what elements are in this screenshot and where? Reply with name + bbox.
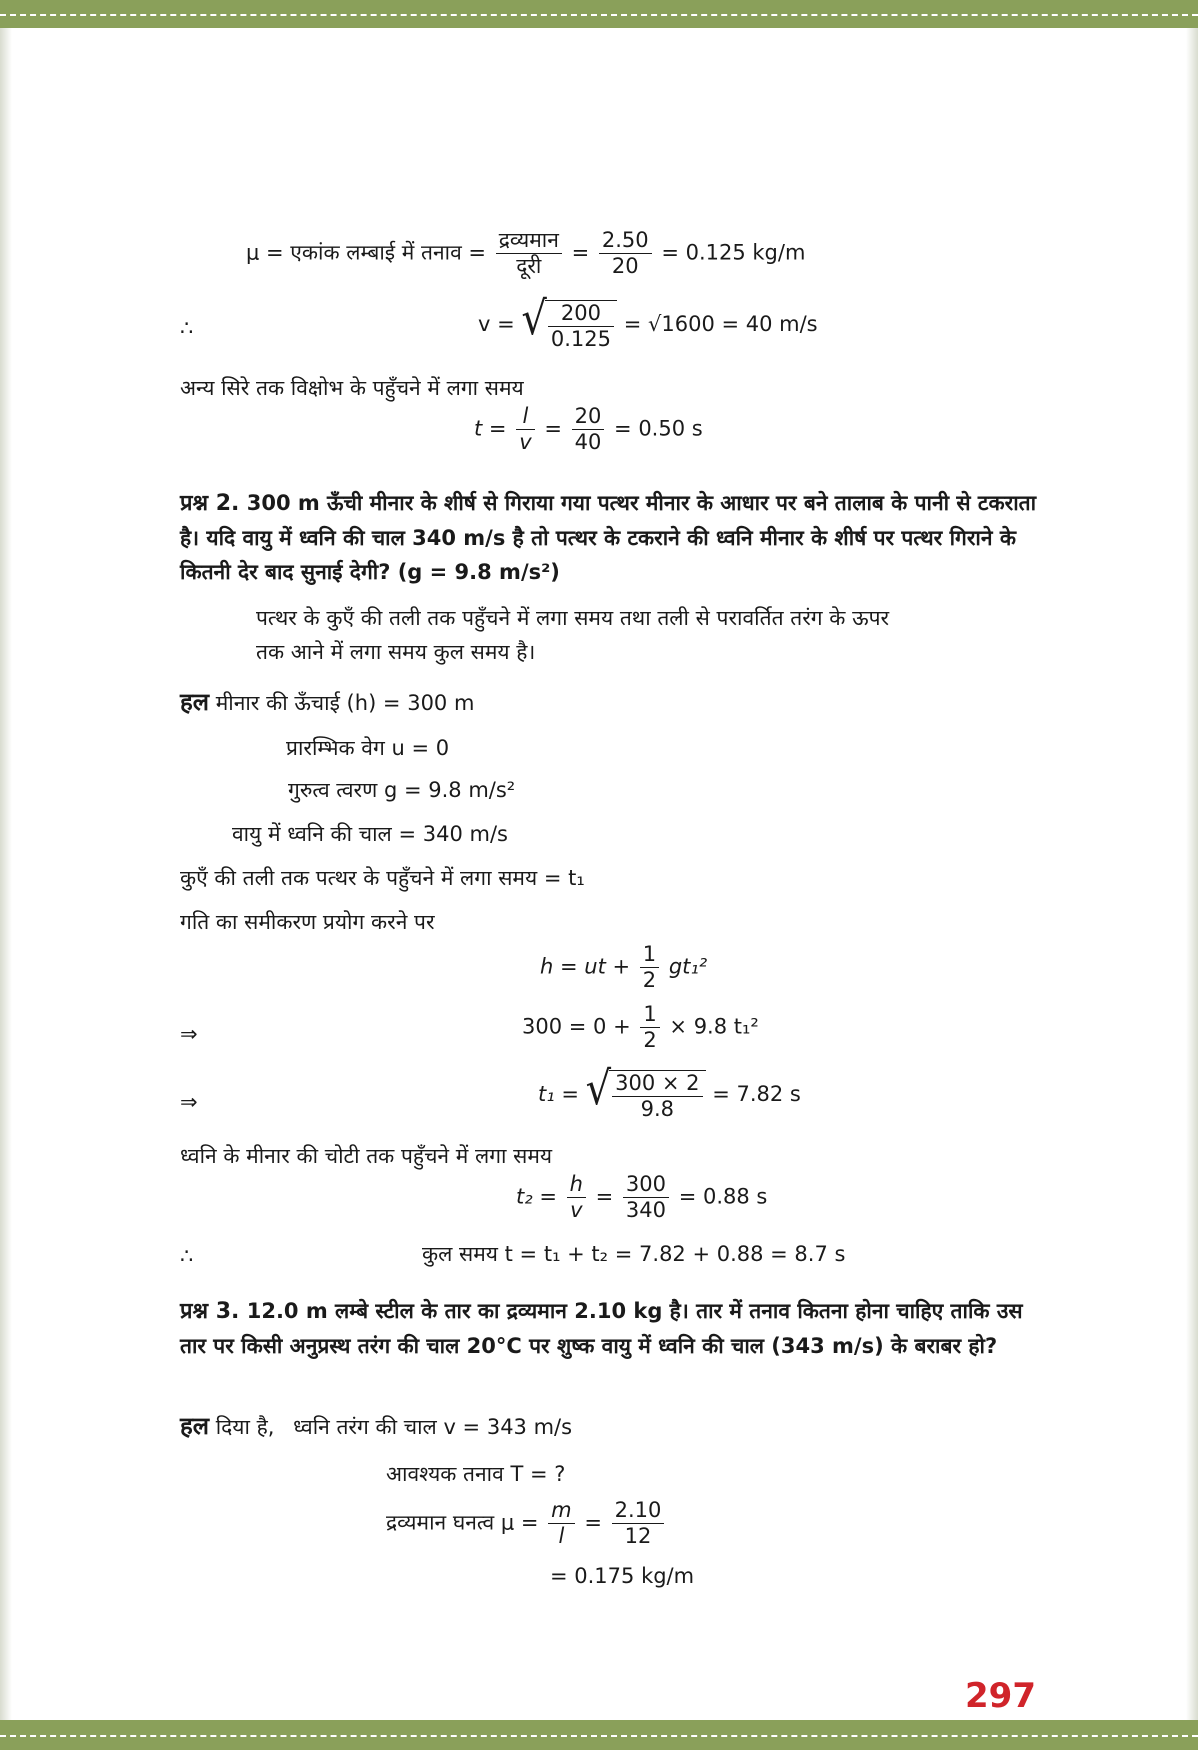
mu-fraction-2 [599,230,652,277]
v-rhs: = √1600 = 40 m/s [623,312,818,336]
eq1-den: 2 [642,968,657,992]
eq4-num-1: h [567,1174,586,1198]
tower-height: मीनार की ऊँचाई (h) = 300 m [215,691,475,715]
mu-rhs: = 0.125 kg/m [661,240,806,265]
right-border [1186,28,1198,1720]
t-lhs: t = [474,416,507,441]
density-equation [386,1500,667,1547]
t-num-2: 20 [572,406,605,430]
density-fraction-1 [548,1500,574,1547]
eq2-num: 1 [640,1004,659,1028]
t-den-2: 40 [574,430,602,454]
sqrt-sign-2 [585,1062,706,1121]
motion-eq-1 [540,944,707,991]
top-border [0,0,1198,28]
density-lhs: द्रव्यमान घनत्व μ = [386,1510,539,1535]
t-fraction-2 [572,406,605,453]
mu-num-2: 2.50 [599,230,652,254]
implies-arrow-1: ⇒ [180,1022,198,1046]
v-fraction [548,303,614,350]
hint-line-1: पत्थर के कुएँ की तली तक पहुँचने में लगा समय तथा तली से परावर्तित तरंग के ऊपर [256,606,890,630]
density-num-2: 2.10 [612,1500,665,1524]
v-equation [478,292,818,351]
question-2-text: 300 m ऊँची मीनार के शीर्ष से गिराया गया पत्थर मीनार के आधार पर बने तालाब के पानी से टकराता है। यदि वायु में ध्वनि की चाल 340 m/s है तो पत्थर के टकराने की ध्वनि मीनार के शीर्ष पर पत्थर गिराने के कितनी देर बाद सुनाई देगी? (g = 9.8 m/s²) [180,491,1037,584]
eq2-rhs: × 9.8 t₁² [669,1014,759,1039]
eq4-eq: = [595,1184,614,1209]
eq4-den-2: 340 [625,1198,667,1222]
t-den-1: v [519,430,532,454]
equation-motion-text: गति का समीकरण प्रयोग करने पर [180,910,435,934]
question-2-label: प्रश्न 2. [180,491,240,516]
eq4-fraction-2 [623,1174,669,1221]
solution-3-heading [180,1414,572,1438]
density-den-1: l [558,1524,565,1548]
radical-symbol-2: √ [585,1062,612,1116]
t1-definition: कुएँ की तली तक पत्थर के पहुँचने में लगा समय = t₁ [180,866,585,890]
eq1-num: 1 [640,944,659,968]
eq1-fraction [640,944,659,991]
mu-den-1: दूरी [516,254,542,278]
density-num-1: m [548,1500,574,1524]
sqrt-sign [521,292,617,351]
therefore-symbol-1 [180,318,193,339]
solution-label: हल [180,688,210,716]
wave-speed: ध्वनि तरंग की चाल v = 343 m/s [293,1415,573,1439]
eq4-num-2: 300 [623,1174,669,1198]
eq4-rhs: = 0.88 s [678,1184,768,1209]
motion-eq-2 [522,1004,759,1051]
motion-eq-4 [516,1174,767,1221]
solution-3-label: हल [180,1412,210,1440]
t-fraction-1 [516,406,534,453]
eq2-den: 2 [643,1028,657,1052]
density-result: = 0.175 kg/m [550,1564,695,1588]
t2-definition: ध्वनि के मीनार की चोटी तक पहुँचने में लगा समय [180,1144,553,1168]
eq3-num: 300 × 2 [612,1073,702,1097]
mu-eq: = [571,240,590,265]
mu-den-2: 20 [611,254,639,278]
t-rhs: = 0.50 s [614,416,703,441]
hint-line-2: तक आने में लगा समय कुल समय है। [256,640,536,664]
radical-symbol: √ [521,292,547,346]
t-eq: = [544,416,562,441]
question-3 [180,1294,1040,1363]
eq3-fraction [612,1073,702,1120]
eq3-rhs: = 7.82 s [712,1082,801,1106]
given-text: दिया है, [215,1415,275,1439]
density-fraction-2 [612,1500,665,1547]
t-equation [474,406,703,453]
sound-speed: वायु में ध्वनि की चाल = 340 m/s [232,822,508,846]
disturbance-time-text: अन्य सिरे तक विक्षोभ के पहुँचने में लगा समय [180,376,524,400]
eq1-lhs: h = ut + [540,954,631,979]
eq3-den: 9.8 [640,1097,675,1121]
question-3-label: प्रश्न 3. [180,1299,240,1324]
therefore-symbol-2: ∴ [180,1244,194,1268]
t-num-1: l [516,406,534,430]
total-time: कुल समय t = t₁ + t₂ = 7.82 + 0.88 = 8.7 s [422,1242,846,1266]
initial-velocity: प्रारम्भिक वेग u = 0 [286,736,450,760]
density-den-2: 12 [624,1524,652,1548]
question-3-text: 12.0 m लम्बे स्टील के तार का द्रव्यमान 2.10 kg है। तार में तनाव कितना होना चाहिए ताकि उस तार पर किसी अनुप्रस्थ तरंग की चाल 20°C पर शुष्क वायु में ध्वनि की चाल (343 m/s) के बराबर हो? [180,1299,1023,1358]
solution-2-heading [180,690,474,714]
mu-fraction-1 [496,230,562,277]
therefore-text-1: ∴ [180,316,194,340]
eq4-fraction-1 [567,1174,586,1221]
v-den: 0.125 [550,327,612,351]
eq2-fraction [640,1004,659,1051]
motion-eq-3 [538,1062,801,1121]
mu-equation [246,230,805,277]
density-eq: = [584,1510,602,1535]
implies-arrow-2: ⇒ [180,1090,198,1114]
eq4-lhs: t₂ = [516,1184,557,1209]
left-border [0,28,12,1720]
bottom-border [0,1720,1198,1750]
v-lhs: v = [478,312,515,336]
page-number: 297 [965,1676,1036,1716]
question-2 [180,486,1040,589]
eq3-lhs: t₁ = [538,1082,579,1106]
v-num: 200 [548,303,614,327]
eq2-lhs: 300 = 0 + [522,1014,631,1039]
mu-lhs: μ = एकांक लम्बाई में तनाव = [246,240,487,265]
eq4-den-1: v [570,1198,583,1222]
mu-num-1: द्रव्यमान [496,230,562,254]
gravity-accel: गुरुत्व त्वरण g = 9.8 m/s² [288,778,516,802]
required-tension: आवश्यक तनाव T = ? [386,1462,566,1486]
eq1-rhs: gt₁² [668,954,708,979]
